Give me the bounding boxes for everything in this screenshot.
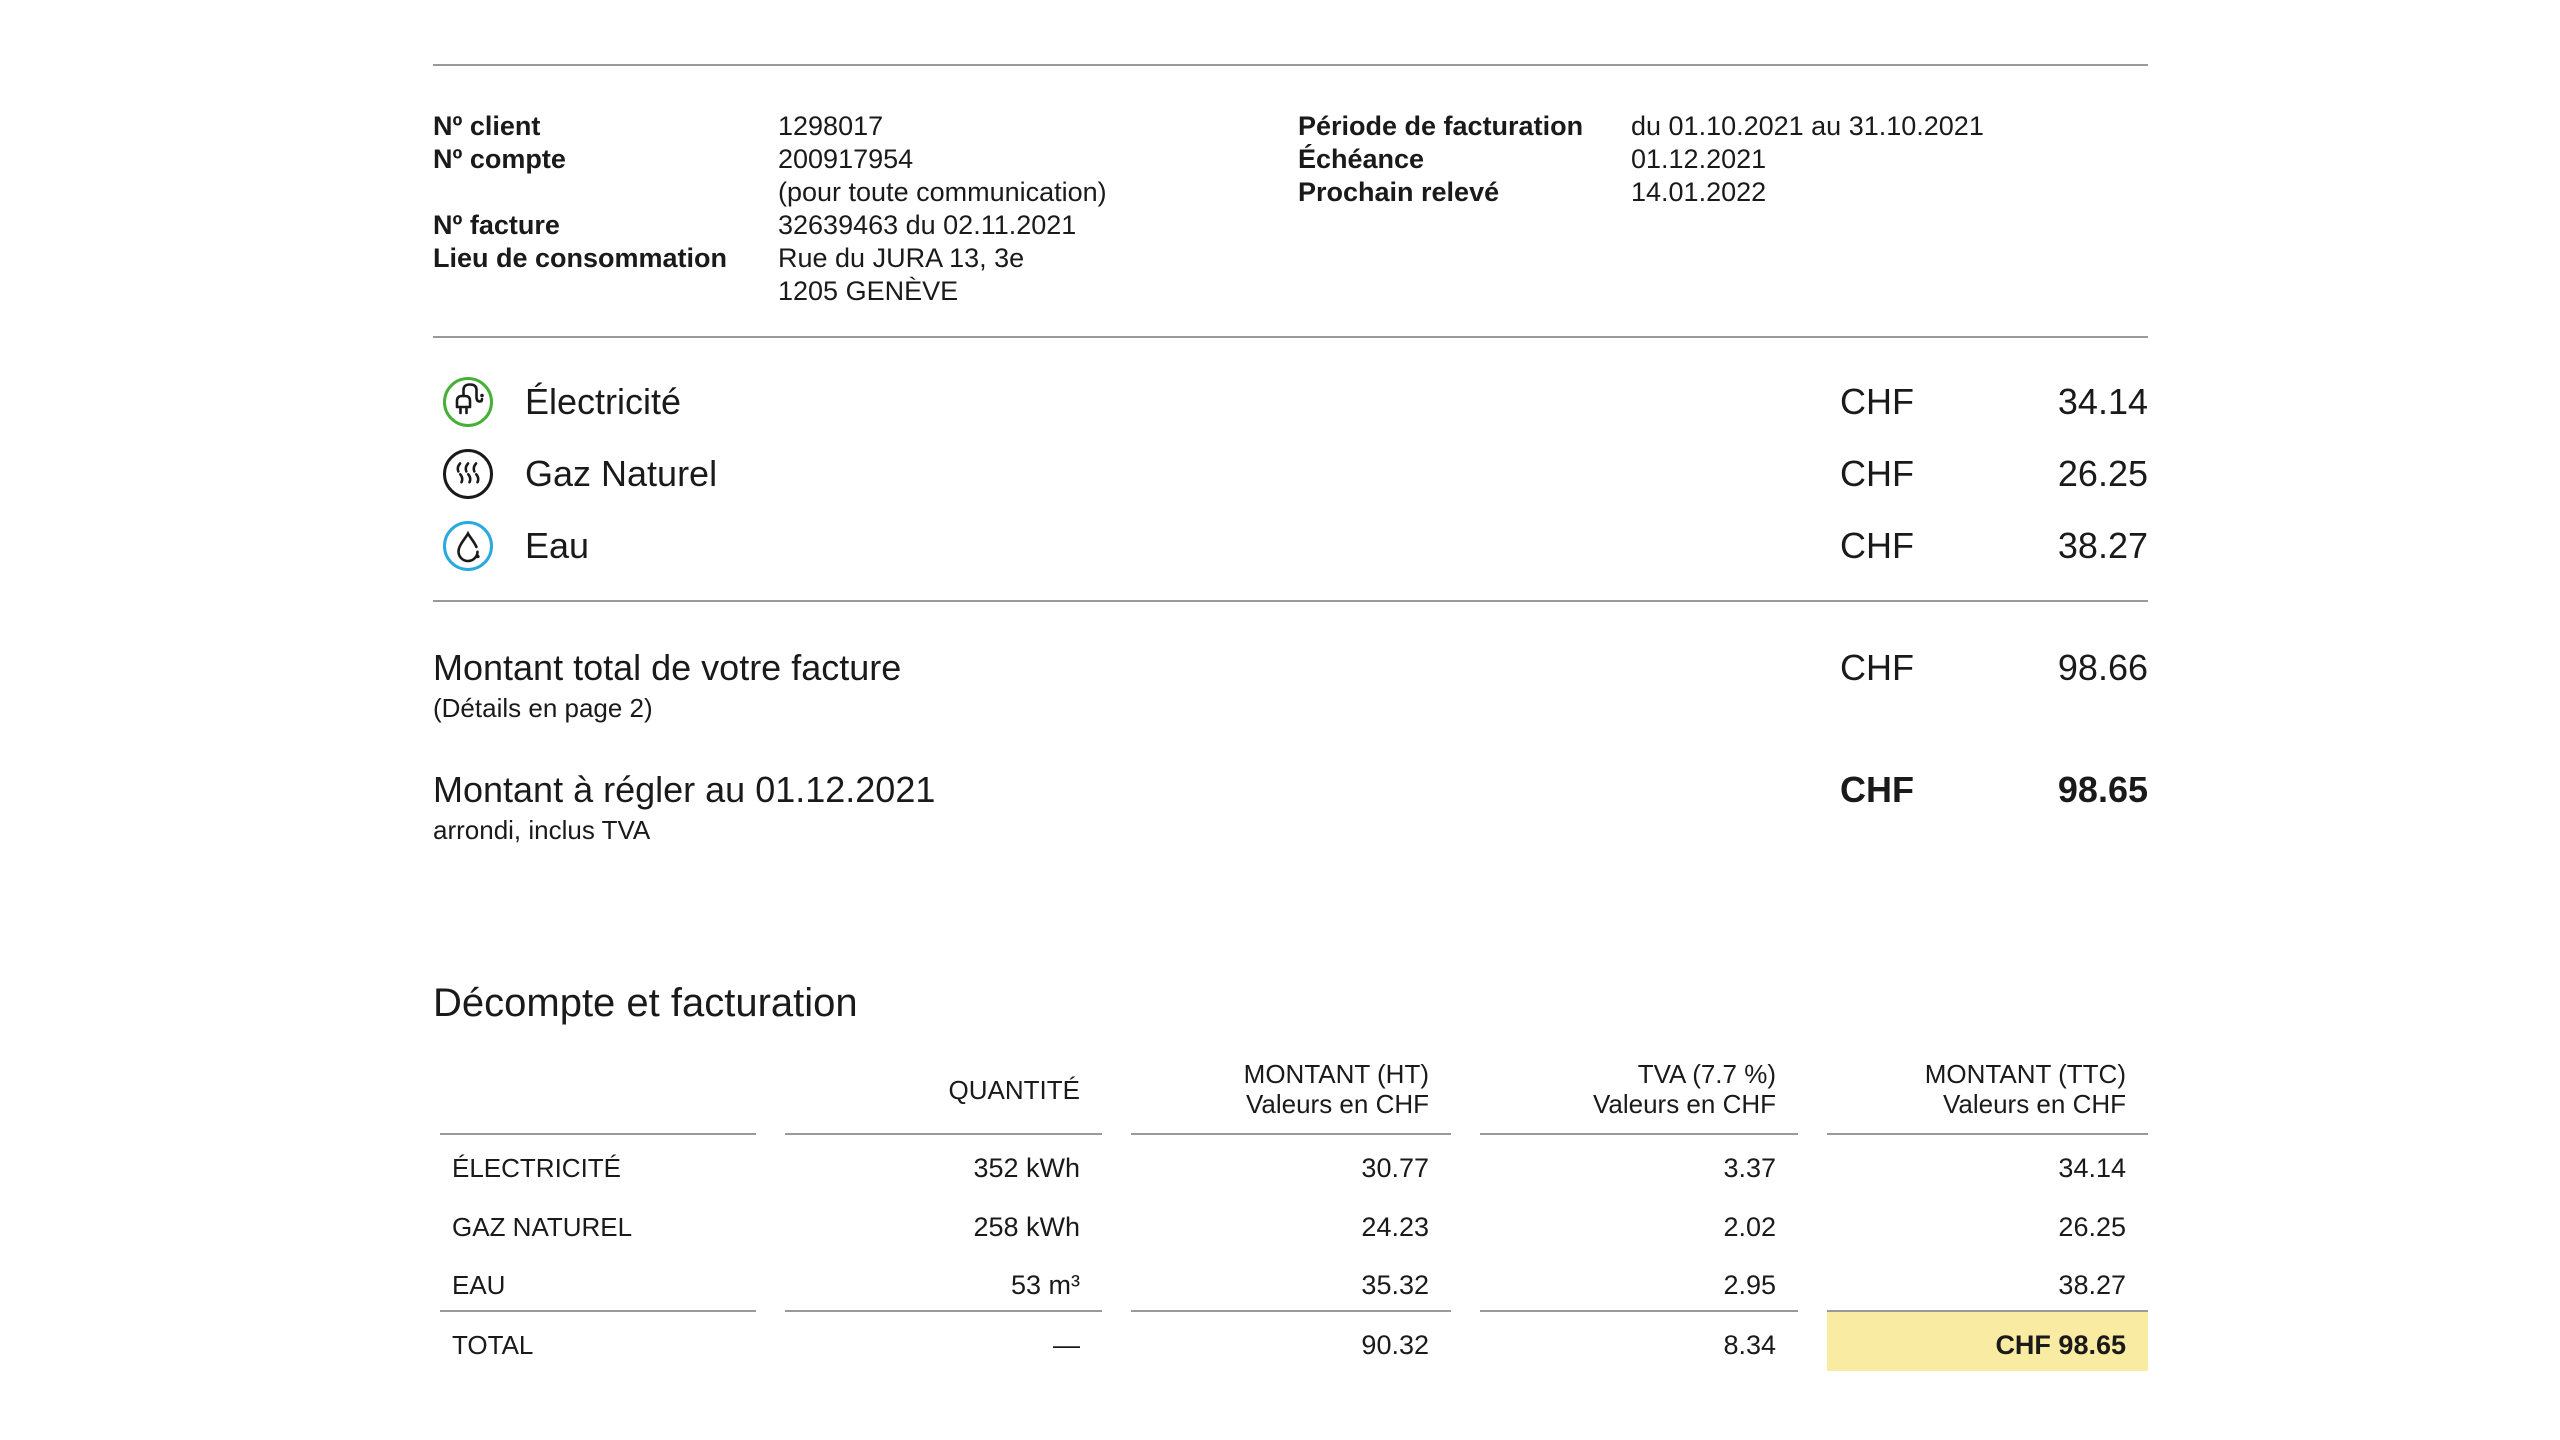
client-info-block	[433, 110, 1253, 308]
info-row	[1298, 176, 2178, 209]
info-row	[433, 110, 1253, 143]
water-drop-icon	[442, 520, 494, 572]
table-row-water: EAU 53 m³ 35.32 2.95 38.27	[440, 1253, 2148, 1312]
info-row	[1298, 110, 2178, 143]
section-divider	[433, 600, 2148, 602]
amount-due-row	[433, 770, 2148, 845]
service-row-gas	[433, 438, 2148, 510]
total-ttc-highlight: CHF 98.65	[1827, 1312, 2148, 1371]
currency-label: CHF	[1840, 453, 1914, 494]
billing-period-label: Période de facturation	[1298, 111, 1584, 141]
account-number-value: 200917954	[778, 144, 914, 174]
table-row-total: TOTAL — 90.32 8.34 CHF 98.65	[440, 1312, 2148, 1371]
consumption-place-label: Lieu de consommation	[433, 243, 728, 273]
invoice-total-amount: 98.66	[2057, 647, 2148, 688]
account-number-note: (pour toute communication)	[778, 177, 1107, 207]
account-number-label: Nº compte	[433, 144, 566, 174]
table-header-row	[440, 1050, 2148, 1135]
section-divider	[433, 336, 2148, 338]
service-amount: 26.25	[2057, 453, 2148, 494]
consumption-place-city: 1205 GENÈVE	[778, 276, 959, 306]
service-amount: 38.27	[2057, 525, 2148, 566]
next-reading-value: 14.01.2022	[1631, 177, 1767, 207]
table-header-tva: TVA (7.7 %) Valeurs en CHF	[1480, 1050, 1798, 1135]
info-row	[433, 176, 1253, 209]
currency-label: CHF	[1840, 381, 1914, 422]
table-header-empty	[440, 1050, 756, 1135]
due-date-label: Échéance	[1298, 144, 1425, 174]
table-header-quantity: QUANTITÉ	[785, 1050, 1102, 1135]
billing-table	[440, 1050, 2148, 1371]
amount-due-amount: 98.65	[2057, 769, 2148, 810]
billing-section-heading: Décompte et facturation	[433, 981, 858, 1025]
electric-plug-icon	[442, 376, 494, 428]
service-row-water	[433, 510, 2148, 582]
next-reading-label: Prochain relevé	[1298, 177, 1500, 207]
consumption-place-street: Rue du JURA 13, 3e	[778, 243, 1025, 273]
info-row	[433, 275, 1253, 308]
billing-period-block	[1298, 110, 2178, 209]
heat-waves-icon	[442, 448, 494, 500]
billing-period-value: du 01.10.2021 au 31.10.2021	[1631, 111, 1984, 141]
invoice-total-note: (Détails en page 2)	[433, 693, 653, 723]
table-row-gas: GAZ NATUREL 258 kWh 24.23 2.02 26.25	[452, 1212, 2126, 1242]
top-divider	[433, 64, 2148, 66]
client-number-value: 1298017	[778, 111, 884, 141]
info-row	[433, 242, 1253, 275]
service-row-electricity	[433, 366, 2148, 438]
info-row	[1298, 143, 2178, 176]
currency-label: CHF	[1840, 647, 1914, 688]
currency-label: CHF	[1840, 769, 1914, 810]
table-header-amount-ttc: MONTANT (TTC) Valeurs en CHF	[1827, 1050, 2148, 1135]
info-row	[433, 143, 1253, 176]
table-header-amount-ht: MONTANT (HT) Valeurs en CHF	[1131, 1050, 1451, 1135]
invoice-number-value: 32639463 du 02.11.2021	[778, 210, 1077, 240]
service-amount: 34.14	[2057, 381, 2148, 422]
service-name: Électricité	[525, 381, 682, 422]
client-number-label: Nº client	[433, 111, 541, 141]
amount-due-title: Montant à régler au 01.12.2021	[433, 769, 936, 810]
info-row	[433, 209, 1253, 242]
currency-label: CHF	[1840, 525, 1914, 566]
due-date-value: 01.12.2021	[1631, 144, 1767, 174]
invoice-total-title: Montant total de votre facture	[433, 647, 902, 688]
service-name: Eau	[525, 525, 590, 566]
invoice-total-row	[433, 648, 2148, 723]
table-row-electricity: ÉLECTRICITÉ 352 kWh 30.77 3.37 34.14	[452, 1153, 2126, 1183]
amount-due-note: arrondi, inclus TVA	[433, 815, 651, 845]
service-name: Gaz Naturel	[525, 453, 718, 494]
invoice-number-label: Nº facture	[433, 210, 560, 240]
